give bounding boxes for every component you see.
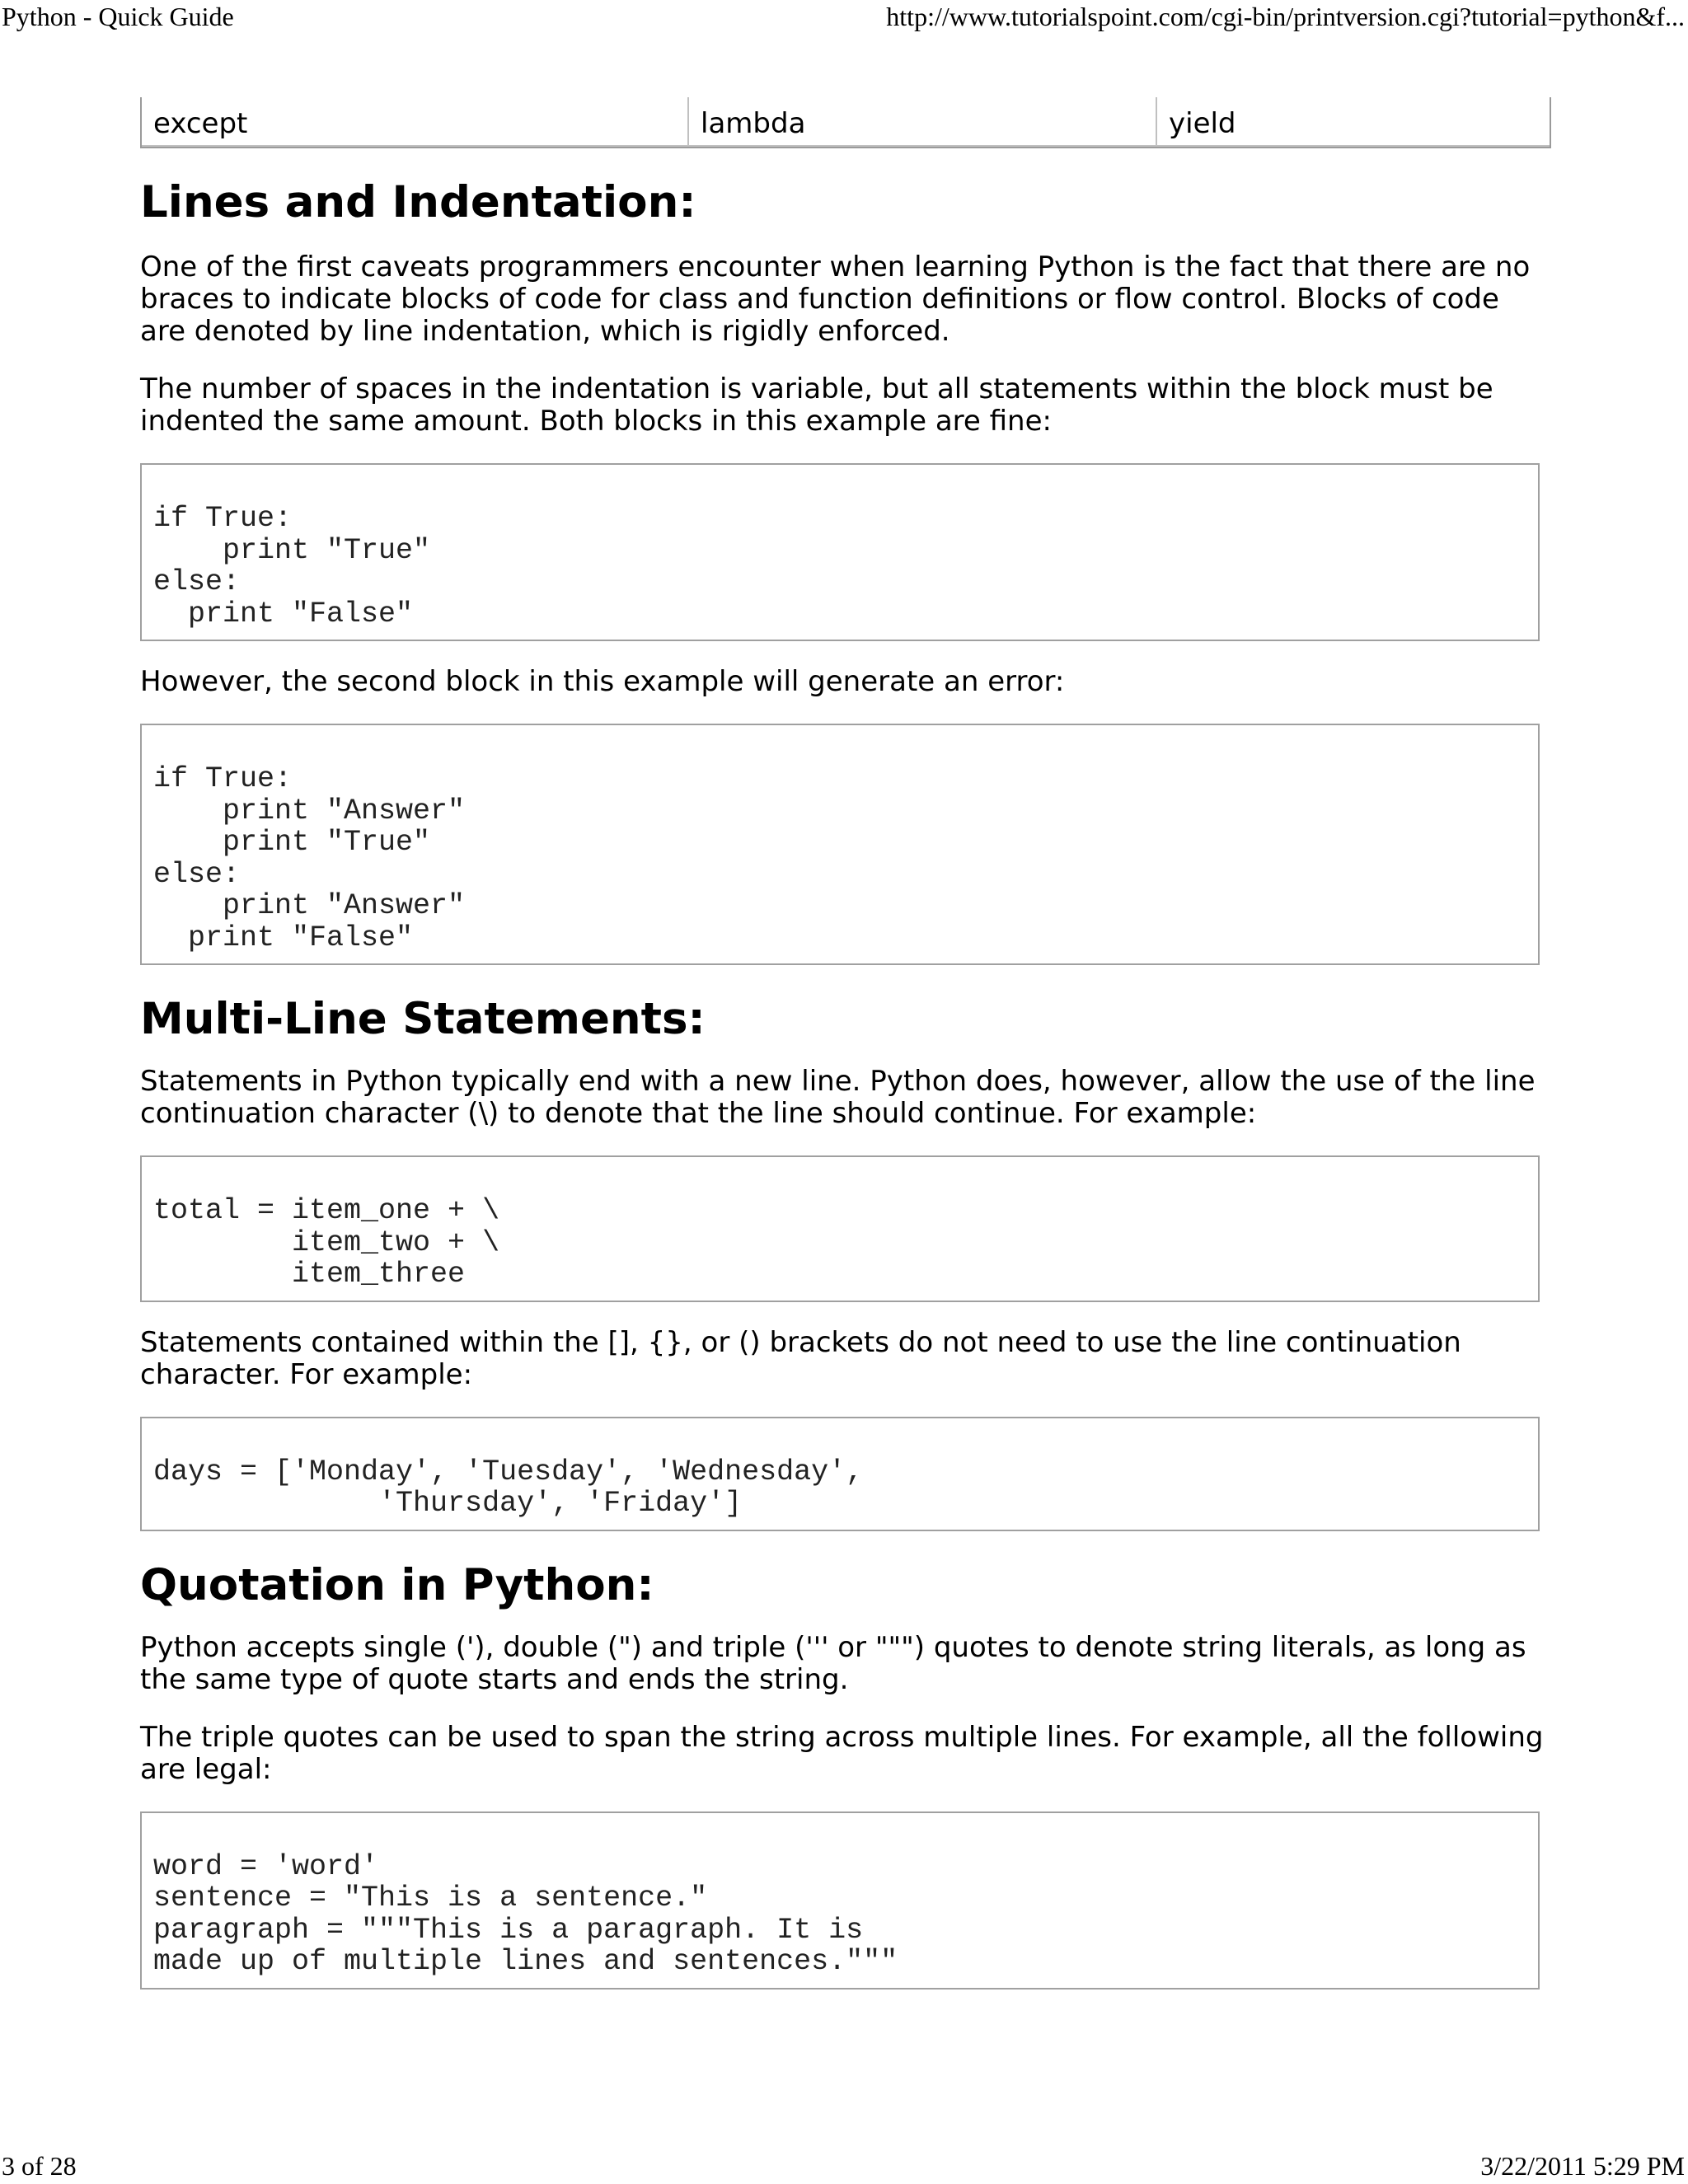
document-content <box>140 97 1554 1990</box>
paragraph: However, the second block in this example will generate an error: <box>140 665 1065 698</box>
paragraph: The triple quotes can be used to span the string across multiple lines. For example, all the following are legal: <box>140 1720 1544 1786</box>
paragraph: Statements contained within the [], {}, or () brackets do not need to use the line continuation character. For example: <box>140 1325 1461 1391</box>
code-block: if True: print "Answer" print "True" else: print "Answer" print "False" <box>140 724 1540 965</box>
paragraph: Python accepts single ('), double (") and triple (''' or """) quotes to denote string literals, as long as the same type of quote starts and ends the string. <box>140 1630 1526 1696</box>
code-block: total = item_one + \ item_two + \ item_three <box>140 1155 1540 1302</box>
code-block: if True: print "True" else: print "False" <box>140 463 1540 641</box>
keywords-table <box>140 97 1551 148</box>
heading-multi-line-statements: Multi-Line Statements: <box>140 994 706 1044</box>
code-block: days = ['Monday', 'Tuesday', 'Wednesday', 'Thursday', 'Friday'] <box>140 1417 1540 1531</box>
table-cell: lambda <box>687 97 1156 147</box>
table-row <box>142 97 1550 147</box>
browser-print-title: Python - Quick Guide <box>2 2 234 31</box>
paragraph: One of the first caveats programmers encounter when learning Python is the fact that there are no braces to indicate blocks of code for class and function definitions or flow control. Blocks of code are denoted by line indentation, which is rigidly enforced. <box>140 251 1531 348</box>
browser-print-url: http://www.tutorialspoint.com/cgi-bin/printversion.cgi?tutorial=python&f... <box>886 2 1685 31</box>
table-cell: yield <box>1156 97 1550 147</box>
heading-lines-indentation: Lines and Indentation: <box>140 177 696 227</box>
print-datetime: 3/22/2011 5:29 PM <box>1480 2151 1685 2181</box>
paragraph: Statements in Python typically end with a new line. Python does, however, allow the use of the line continuation character (\) to denote that the line should continue. For example: <box>140 1065 1536 1130</box>
table-cell: except <box>142 97 687 147</box>
heading-quotation-in-python: Quotation in Python: <box>140 1559 654 1610</box>
page-number: 3 of 28 <box>2 2151 77 2181</box>
paragraph: The number of spaces in the indentation is variable, but all statements within the block must be indented the same amount. Both blocks in this example are fine: <box>140 373 1493 438</box>
code-block: word = 'word' sentence = "This is a sentence." paragraph = """This is a paragraph. It is made up of multiple lines and sentences.""" <box>140 1811 1540 1990</box>
